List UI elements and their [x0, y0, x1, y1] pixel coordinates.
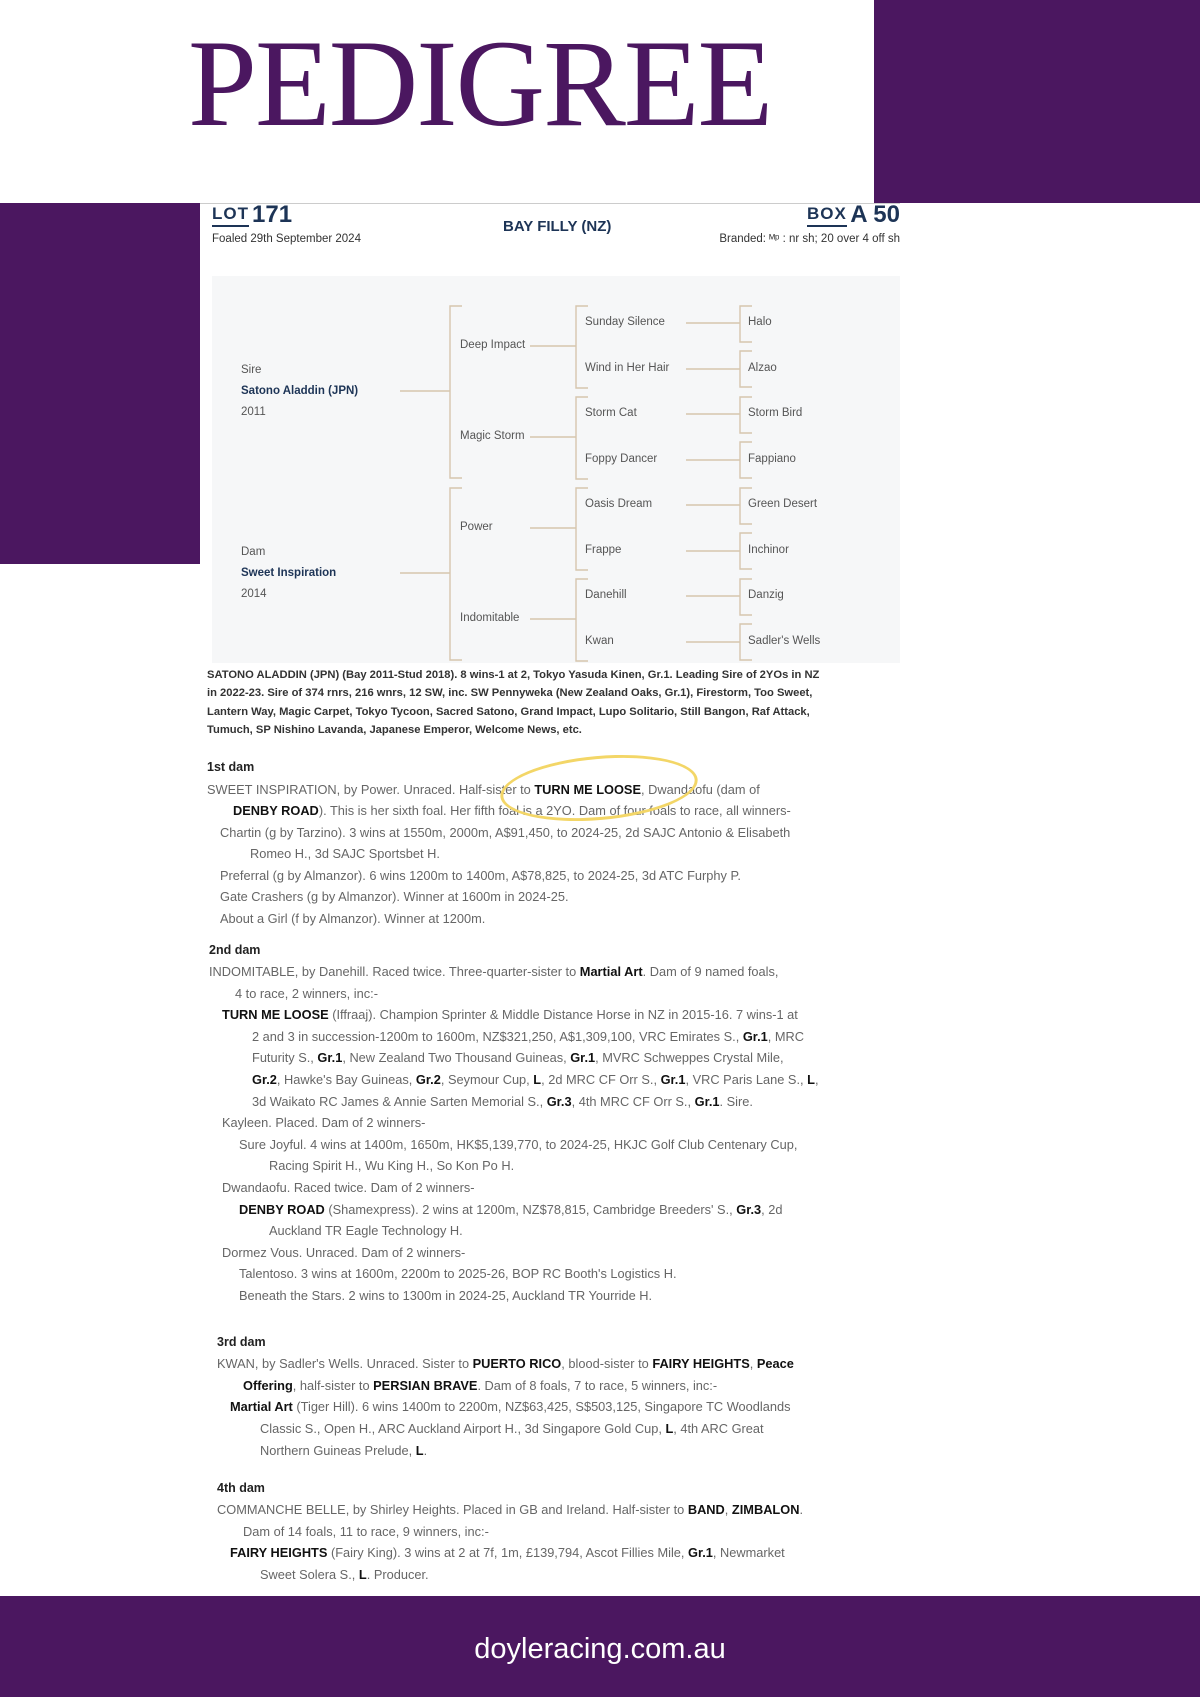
- section-heading: 2nd dam: [209, 943, 261, 957]
- catalogue-line: Romeo H., 3d SAJC Sportsbet H.: [250, 846, 440, 861]
- bold-emphasis: L: [665, 1421, 674, 1436]
- sire-name: Satono Aladdin (JPN): [241, 385, 359, 397]
- pedigree-gen4: Storm Bird: [748, 407, 803, 419]
- catalogue-line: Dwandaofu. Raced twice. Dam of 2 winners-: [222, 1180, 475, 1195]
- catalogue-line: Futurity S., Gr.1, New Zealand Two Thousand Guineas, Gr.1, MVRC Schweppes Crystal Mile,: [252, 1050, 784, 1065]
- lot-number: 171: [252, 201, 293, 228]
- pedigree-gen4: Danzig: [748, 589, 784, 601]
- catalogue-line: FAIRY HEIGHTS (Fairy King). 3 wins at 2 at 7f, 1m, £139,794, Ascot Fillies Mile, Gr.1, Newmarket: [230, 1545, 785, 1560]
- pedigree-gen2: Power: [460, 521, 493, 533]
- dam-label: Dam: [241, 546, 266, 558]
- catalogue-line: DENBY ROAD (Shamexpress). 2 wins at 1200m, NZ$78,815, Cambridge Breeders' S., Gr.3, 2d: [239, 1202, 783, 1217]
- bold-emphasis: L: [533, 1072, 542, 1087]
- section-heading: 3rd dam: [217, 1335, 266, 1349]
- catalogue-line: Dam of 14 foals, 11 to race, 9 winners, inc:-: [243, 1524, 489, 1539]
- pedigree-gen4: Fappiano: [748, 453, 796, 465]
- bold-emphasis: Gr.1: [317, 1050, 343, 1065]
- pedigree-gen3: Oasis Dream: [585, 498, 653, 510]
- bold-emphasis: ZIMBALON: [731, 1502, 800, 1517]
- pedigree-gen4: Alzao: [748, 362, 777, 374]
- catalogue-line: Kayleen. Placed. Dam of 2 winners-: [222, 1115, 426, 1130]
- pedigree-gen4: Inchinor: [748, 544, 789, 556]
- bold-emphasis: Martial Art: [579, 964, 643, 979]
- bold-emphasis: TURN ME LOOSE: [534, 782, 642, 797]
- sire-summary: SATONO ALADDIN (JPN) (Bay 2011-Stud 2018). 8 wins-1 at 2, Tokyo Yasuda Kinen, Gr.1. Leading Sire of 2YOs in NZ in 2022-23. Sire of 374 rnrs, 216 wnrs, 12 SW, inc. SW Pennyweka (New Zealand Oaks, Gr.1), Firestorm, Too Sweet, Lantern Way, Magic Carpet, Tokyo Tycoon, Sacred Satono, Grand Impact, Lupo Solitario, Still Bangon, Raf Attack, Tumuch, SP Nishino Lavanda, Japanese Emperor, Welcome News, etc.: [207, 669, 820, 736]
- catalogue-line: 3d Waikato RC James & Annie Sarten Memorial S., Gr.3, 4th MRC CF Orr S., Gr.1. Sire.: [252, 1094, 753, 1109]
- pedigree-gen2: Deep Impact: [460, 339, 526, 351]
- bold-emphasis: Gr.3: [736, 1202, 762, 1217]
- catalogue-line: KWAN, by Sadler's Wells. Unraced. Sister to PUERTO RICO, blood-sister to FAIRY HEIGHTS, Peace: [217, 1356, 794, 1371]
- catalogue-line: Preferral (g by Almanzor). 6 wins 1200m to 1400m, A$78,825, to 2024-25, 3d ATC Furphy P.: [220, 868, 741, 883]
- pedigree-gen3: Danehill: [585, 589, 627, 601]
- bold-emphasis: FAIRY HEIGHTS: [230, 1545, 328, 1560]
- catalogue-line: Talentoso. 3 wins at 1600m, 2200m to 2025-26, BOP RC Booth's Logistics H.: [239, 1266, 677, 1281]
- bold-emphasis: Peace: [756, 1356, 794, 1371]
- catalogue-line: Racing Spirit H., Wu King H., So Kon Po H.: [269, 1158, 515, 1173]
- bold-emphasis: DENBY ROAD: [233, 803, 319, 818]
- pedigree-gen2: Magic Storm: [460, 430, 525, 442]
- pedigree-gen3: Sunday Silence: [585, 316, 665, 328]
- pedigree-gen3: Foppy Dancer: [585, 453, 658, 465]
- bold-emphasis: Gr.1: [742, 1029, 768, 1044]
- dam-year: 2014: [241, 588, 267, 600]
- bold-emphasis: FAIRY HEIGHTS: [652, 1356, 750, 1371]
- bold-emphasis: L: [358, 1567, 367, 1582]
- catalogue-line: Martial Art (Tiger Hill). 6 wins 1400m to 2200m, NZ$63,425, S$503,125, Singapore TC Woodlands: [230, 1399, 791, 1414]
- bold-emphasis: Gr.2: [415, 1072, 441, 1087]
- catalogue-line: Sure Joyful. 4 wins at 1400m, 1650m, HK$5,139,770, to 2024-25, HKJC Golf Club Centenary Cup,: [239, 1137, 798, 1152]
- bold-emphasis: L: [415, 1443, 424, 1458]
- pedigree-gen4: Halo: [748, 316, 772, 328]
- catalogue-line: Beneath the Stars. 2 wins to 1300m in 2024-25, Auckland TR Yourride H.: [239, 1288, 653, 1303]
- bold-emphasis: Gr.3: [546, 1094, 572, 1109]
- lot-heading: BAY FILLY (NZ): [503, 218, 612, 235]
- pedigree-gen3: Wind in Her Hair: [585, 362, 670, 374]
- catalogue-line: Gate Crashers (g by Almanzor). Winner at 1600m in 2024-25.: [220, 889, 569, 904]
- pedigree-gen2: Indomitable: [460, 612, 520, 624]
- catalogue-line: DENBY ROAD). This is her sixth foal. Her fifth foal is a 2YO. Dam of four foals to race, all winners-: [233, 803, 791, 818]
- page-title: PEDIGREE: [188, 15, 772, 152]
- bold-emphasis: DENBY ROAD: [239, 1202, 325, 1217]
- catalogue-line: 2 and 3 in succession-1200m to 1600m, NZ$321,250, A$1,309,100, VRC Emirates S., Gr.1, MRC: [252, 1029, 805, 1044]
- catalogue-line: Dormez Vous. Unraced. Dam of 2 winners-: [222, 1245, 466, 1260]
- foaled-date: Foaled 29th September 2024: [212, 233, 361, 245]
- bold-emphasis: BAND: [687, 1502, 725, 1517]
- pedigree-gen3: Storm Cat: [585, 407, 637, 419]
- bold-emphasis: PERSIAN BRAVE: [373, 1378, 478, 1393]
- section-heading: 4th dam: [217, 1481, 265, 1495]
- pedigree-gen4: Green Desert: [748, 498, 818, 510]
- section-heading: 1st dam: [207, 760, 255, 774]
- sire-label: Sire: [241, 364, 262, 376]
- catalogue-line: TURN ME LOOSE (Iffraaj). Champion Sprinter & Middle Distance Horse in NZ in 2015-16. 7 wins-1 at: [222, 1007, 798, 1022]
- catalogue-line: Sweet Solera S., L. Producer.: [260, 1567, 429, 1582]
- bold-emphasis: Gr.1: [570, 1050, 596, 1065]
- bold-emphasis: Gr.1: [688, 1545, 713, 1560]
- bold-emphasis: Gr.1: [694, 1094, 720, 1109]
- bold-emphasis: TURN ME LOOSE: [222, 1007, 329, 1022]
- sire-year: 2011: [241, 406, 266, 418]
- bold-emphasis: Offering: [243, 1378, 293, 1393]
- dam-name: Sweet Inspiration: [241, 567, 337, 579]
- catalogue-line: COMMANCHE BELLE, by Shirley Heights. Placed in GB and Ireland. Half-sister to BAND, ZIMBALON.: [217, 1502, 804, 1517]
- catalogue-line: INDOMITABLE, by Danehill. Raced twice. Three-quarter-sister to Martial Art. Dam of 9 named foals,: [209, 964, 779, 979]
- catalogue-line: Northern Guineas Prelude, L.: [260, 1443, 428, 1458]
- catalogue-line: 4 to race, 2 winners, inc:-: [235, 986, 378, 1001]
- bold-emphasis: PUERTO RICO: [472, 1356, 562, 1371]
- branded-info: Branded: ᴹᵖ : nr sh; 20 over 4 off sh: [719, 233, 900, 245]
- lot-label: LOT: [212, 204, 249, 227]
- catalogue-line: Chartin (g by Tarzino). 3 wins at 1550m, 2000m, A$91,450, to 2024-25, 2d SAJC Antonio & Elisabeth: [220, 825, 791, 840]
- bold-emphasis: Gr.2: [252, 1072, 277, 1087]
- bold-emphasis: Martial Art: [230, 1399, 293, 1414]
- catalogue-line: Auckland TR Eagle Technology H.: [269, 1223, 463, 1238]
- bold-emphasis: Gr.1: [660, 1072, 686, 1087]
- pedigree-gen3: Kwan: [585, 635, 614, 647]
- pedigree-gen4: Sadler's Wells: [748, 635, 821, 647]
- bold-emphasis: L: [807, 1072, 815, 1087]
- box-label: BOX: [807, 204, 847, 227]
- pedigree-gen3: Frappe: [585, 544, 622, 556]
- box-number: A 50: [850, 201, 900, 228]
- catalogue-line: SWEET INSPIRATION, by Power. Unraced. Half-sister to TURN ME LOOSE, Dwandaofu (dam of: [207, 782, 760, 797]
- footer-url[interactable]: doyleracing.com.au: [474, 1633, 726, 1665]
- catalogue-line: Classic S., Open H., ARC Auckland Airport H., 3d Singapore Gold Cup, L, 4th ARC Great: [260, 1421, 764, 1436]
- catalogue-line: About a Girl (f by Almanzor). Winner at 1200m.: [220, 911, 486, 926]
- catalogue-line: Gr.2, Hawke's Bay Guineas, Gr.2, Seymour Cup, L, 2d MRC CF Orr S., Gr.1, VRC Paris Lane S., L,: [252, 1072, 819, 1087]
- catalogue-line: Offering, half-sister to PERSIAN BRAVE. Dam of 8 foals, 7 to race, 5 winners, inc:-: [243, 1378, 718, 1393]
